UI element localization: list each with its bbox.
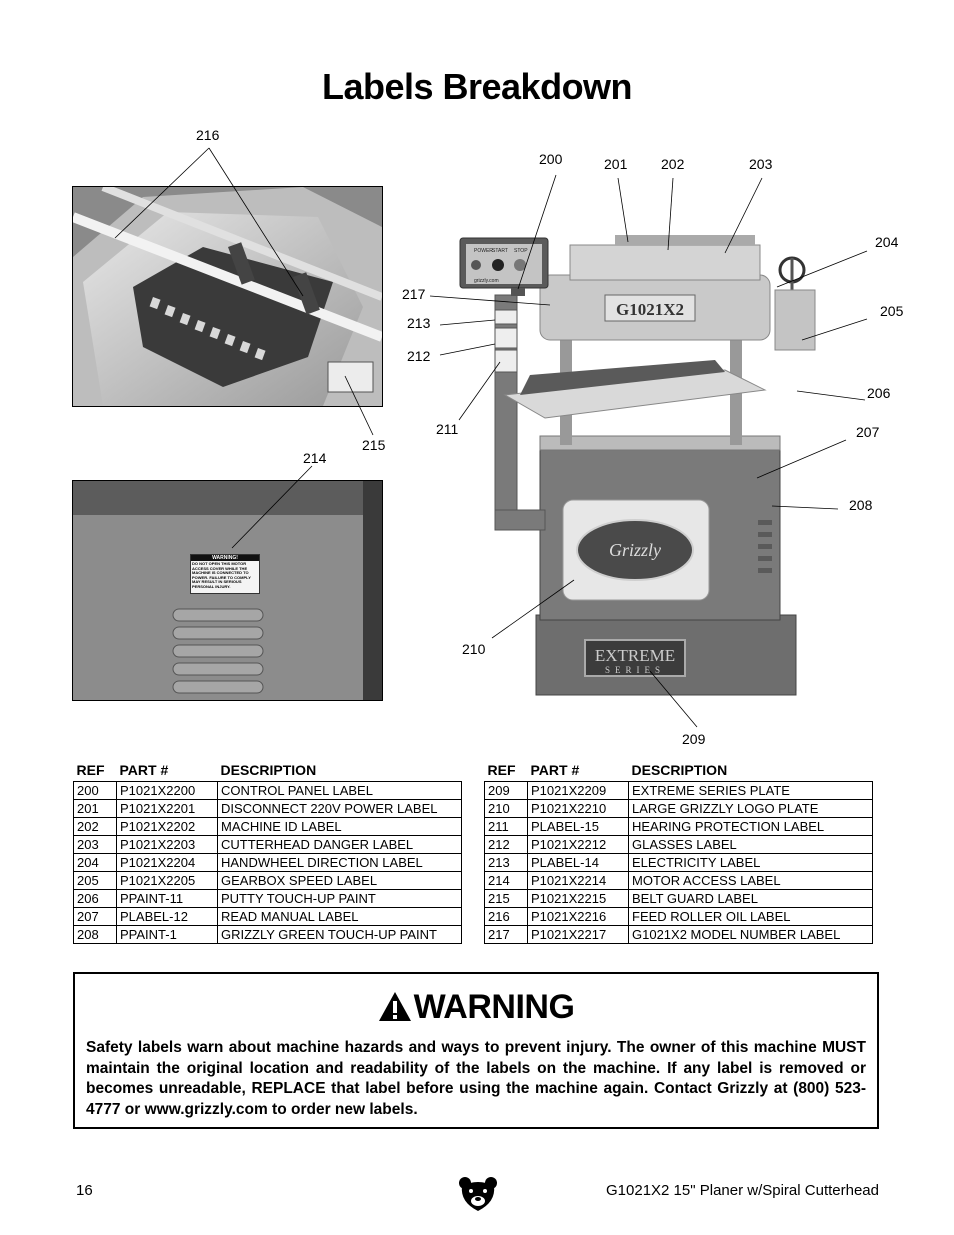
table-row [485, 872, 873, 890]
part-cell: P1021X2212 [528, 836, 629, 854]
ref-cell: 204 [74, 854, 117, 872]
grizzly-bear-logo-icon [458, 1176, 498, 1212]
description-cell: MACHINE ID LABEL [218, 818, 462, 836]
panel-stop-label: STOP [514, 248, 528, 254]
col-header-ref: REF [487, 762, 516, 778]
table-row [74, 818, 462, 836]
callout-210: 210 [462, 641, 486, 657]
callout-205: 205 [880, 303, 904, 319]
col-header-ref: REF [76, 762, 105, 778]
ref-cell: 214 [485, 872, 528, 890]
ref-cell: 200 [74, 782, 117, 800]
ref-cell: 209 [485, 782, 528, 800]
table-row [74, 800, 462, 818]
part-cell: PPAINT-11 [117, 890, 218, 908]
parts-table-left [73, 762, 462, 944]
table-row [74, 782, 462, 800]
description-cell: EXTREME SERIES PLATE [629, 782, 873, 800]
table-row [74, 926, 462, 944]
panel-start-label: START [492, 248, 508, 254]
part-cell: P1021X2214 [528, 872, 629, 890]
table-row [485, 926, 873, 944]
col-header-part: PART # [530, 762, 580, 778]
warning-heading [75, 988, 877, 1027]
part-cell: P1021X2215 [528, 890, 629, 908]
part-cell: P1021X2202 [117, 818, 218, 836]
ref-cell: 215 [485, 890, 528, 908]
table-row [74, 890, 462, 908]
table-header-row [74, 762, 462, 782]
description-cell: GEARBOX SPEED LABEL [218, 872, 462, 890]
callout-213: 213 [407, 315, 431, 331]
col-header-description: DESCRIPTION [220, 762, 317, 778]
page-number: 16 [76, 1182, 93, 1199]
ref-cell: 210 [485, 800, 528, 818]
description-cell: ELECTRICITY LABEL [629, 854, 873, 872]
table-row [485, 908, 873, 926]
description-cell: DISCONNECT 220V POWER LABEL [218, 800, 462, 818]
callout-214: 214 [303, 450, 327, 466]
description-cell: CUTTERHEAD DANGER LABEL [218, 836, 462, 854]
description-cell: FEED ROLLER OIL LABEL [629, 908, 873, 926]
table-row [485, 836, 873, 854]
callout-202: 202 [661, 156, 685, 172]
table-header-row [485, 762, 873, 782]
description-cell: HEARING PROTECTION LABEL [629, 818, 873, 836]
callout-200: 200 [539, 151, 563, 167]
callout-203: 203 [749, 156, 773, 172]
callout-201: 201 [604, 156, 628, 172]
description-cell: READ MANUAL LABEL [218, 908, 462, 926]
callout-217: 217 [402, 286, 426, 302]
description-cell: CONTROL PANEL LABEL [218, 782, 462, 800]
ref-cell: 206 [74, 890, 117, 908]
parts-table-right [484, 762, 873, 944]
part-cell: P1021X2200 [117, 782, 218, 800]
part-cell: P1021X2201 [117, 800, 218, 818]
callout-211: 211 [436, 421, 459, 437]
warning-box [73, 972, 879, 1129]
ref-cell: 205 [74, 872, 117, 890]
panel-brand-text: grizzly.com [474, 278, 499, 284]
col-header-description: DESCRIPTION [631, 762, 728, 778]
part-cell: P1021X2216 [528, 908, 629, 926]
description-cell: BELT GUARD LABEL [629, 890, 873, 908]
table-row [485, 800, 873, 818]
model-plate-text: G1021X2 [616, 300, 684, 319]
description-cell: MOTOR ACCESS LABEL [629, 872, 873, 890]
motor-sticker-title: WARNING! [191, 555, 259, 561]
callout-206: 206 [867, 385, 891, 401]
callout-208: 208 [849, 497, 873, 513]
warning-triangle-icon [378, 991, 412, 1022]
callout-209: 209 [682, 731, 706, 747]
part-cell: PLABEL-14 [528, 854, 629, 872]
ref-cell: 217 [485, 926, 528, 944]
callout-204: 204 [875, 234, 899, 250]
ref-cell: 212 [485, 836, 528, 854]
table-row [74, 908, 462, 926]
ref-cell: 201 [74, 800, 117, 818]
description-cell: HANDWHEEL DIRECTION LABEL [218, 854, 462, 872]
table-row [485, 782, 873, 800]
extreme-plate-line2: SERIES [604, 665, 666, 675]
callout-212: 212 [407, 348, 431, 364]
footer-manual-title: G1021X2 15" Planer w/Spiral Cutterhead [606, 1182, 879, 1199]
ref-cell: 208 [74, 926, 117, 944]
ref-cell: 216 [485, 908, 528, 926]
page-title: Labels Breakdown [321, 66, 633, 107]
part-cell: P1021X2204 [117, 854, 218, 872]
table-row [485, 818, 873, 836]
panel-power-label: POWER [474, 248, 493, 254]
ref-cell: 211 [485, 818, 528, 836]
table-row [485, 854, 873, 872]
part-cell: PLABEL-12 [117, 908, 218, 926]
table-row [74, 854, 462, 872]
part-cell: P1021X2203 [117, 836, 218, 854]
col-header-part: PART # [119, 762, 169, 778]
part-cell: PPAINT-1 [117, 926, 218, 944]
part-cell: P1021X2209 [528, 782, 629, 800]
ref-cell: 207 [74, 908, 117, 926]
warning-heading-text: WARNING [413, 988, 575, 1026]
table-row [74, 872, 462, 890]
description-cell: G1021X2 MODEL NUMBER LABEL [629, 926, 873, 944]
description-cell: GRIZZLY GREEN TOUCH-UP PAINT [218, 926, 462, 944]
part-cell: P1021X2205 [117, 872, 218, 890]
description-cell: LARGE GRIZZLY LOGO PLATE [629, 800, 873, 818]
callout-215: 215 [362, 437, 386, 453]
table-row [485, 890, 873, 908]
part-cell: PLABEL-15 [528, 818, 629, 836]
ref-cell: 213 [485, 854, 528, 872]
warning-text: Safety labels warn about machine hazards and ways to prevent injury. The owner of this machine MUST maintain the original location and readability of the labels on the machine. If any label is removed or becomes unreadable, REPLACE that label before using the machine again. Contact Grizzly at (800) 523-4777 or www.grizzly.com to order new labels. [86, 1039, 866, 1118]
motor-sticker-text: DO NOT OPEN THIS MOTOR ACCESS COVER WHILE THE MACHINE IS CONNECTED TO POWER. FAILURE TO COMPLY MAY RESULT IN SERIOUS PERSONAL INJURY. [192, 561, 251, 589]
grizzly-logo-text: Grizzly [608, 540, 662, 560]
description-cell: PUTTY TOUCH-UP PAINT [218, 890, 462, 908]
callout-207: 207 [856, 424, 880, 440]
ref-cell: 202 [74, 818, 117, 836]
description-cell: GLASSES LABEL [629, 836, 873, 854]
ref-cell: 203 [74, 836, 117, 854]
callout-216: 216 [196, 127, 220, 143]
part-cell: P1021X2217 [528, 926, 629, 944]
part-cell: P1021X2210 [528, 800, 629, 818]
table-row [74, 836, 462, 854]
extreme-plate-line1: EXTREME [594, 646, 676, 665]
